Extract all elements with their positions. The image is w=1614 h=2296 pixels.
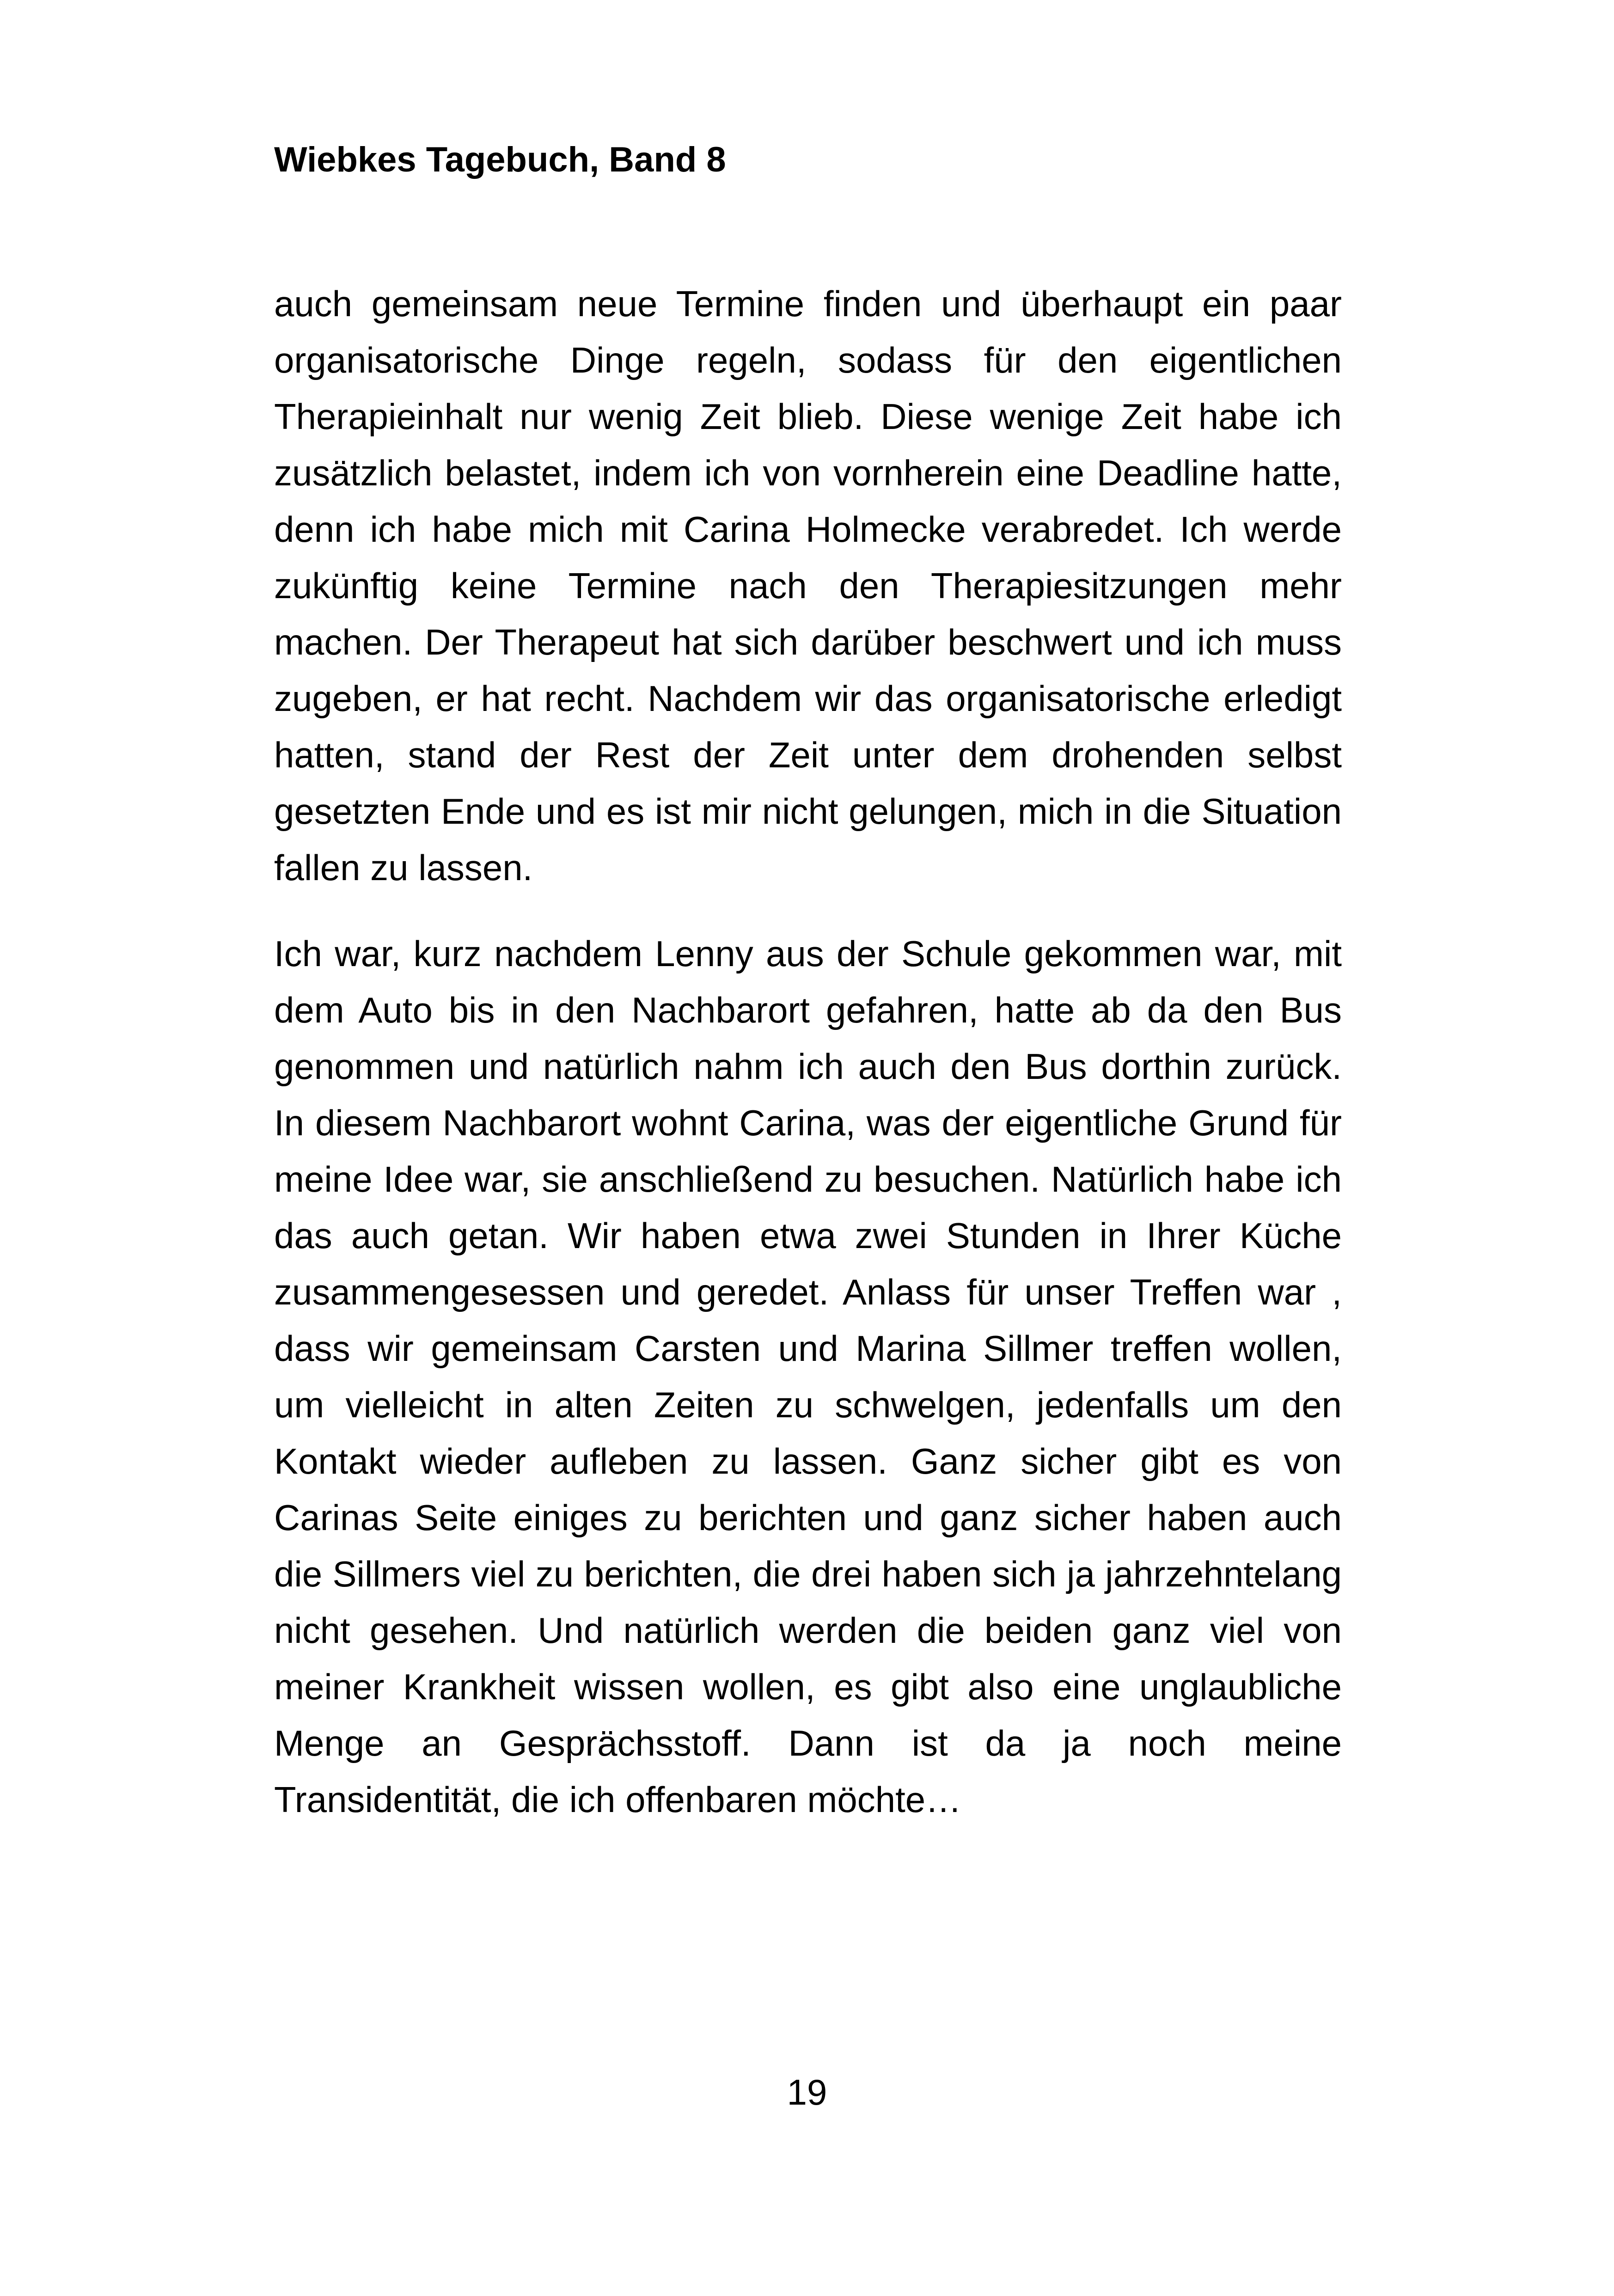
paragraph: auch gemeinsam neue Termine finden und überhaupt ein paar organisatorische Dinge regeln, sodass für den eigentlichen Therapieinhalt nur wenig Zeit blieb. Diese wenige Zeit habe ich zusätzlich belastet, indem ich von vornherein eine Deadline hatte, denn ich habe mich mit Carina Holmecke verabredet. Ich werde zukünftig keine Termine nach den Therapiesitzungen mehr machen. Der Therapeut hat sich darüber beschwert und ich muss zugeben, er hat recht. Nachdem wir das organisatorische erledigt hatten, stand der Rest der Zeit unter dem drohenden selbst gesetzten Ende und es ist mir nicht gelungen, mich in die Situation fallen zu lassen. [274,283,1342,888]
running-header-title: Wiebkes Tagebuch, Band 8 [274,140,726,179]
body-text [274,276,1342,1857]
paragraph: Ich war, kurz nachdem Lenny aus der Schule gekommen war, mit dem Auto bis in den Nachbarort gefahren, hatte ab da den Bus genommen und natürlich nahm ich auch den Bus dorthin zurück. In diesem Nachbarort wohnt Carina, was der eigentliche Grund für meine Idee war, sie anschließend zu besuchen. Natürlich habe ich das auch getan. Wir haben etwa zwei Stunden in Ihrer Küche zusammengesessen und geredet. Anlass für unser Treffen war , dass wir gemeinsam Carsten und Marina Sillmer treffen wollen, um vielleicht in alten Zeiten zu schwelgen, jedenfalls um den Kontakt wieder aufleben zu lassen. Ganz sicher gibt es von Carinas Seite einiges zu berichten und ganz sicher haben auch die Sillmers viel zu berichten, die drei haben sich ja jahrzehntelang nicht gesehen. Und natürlich werden die beiden ganz viel von meiner Krankheit wissen wollen, es gibt also eine unglaubliche Menge an Gesprächsstoff. Dann ist da ja noch meine Transidentität, die ich offenbaren möchte… [274,933,1342,1820]
page-number: 19 [787,2072,827,2112]
